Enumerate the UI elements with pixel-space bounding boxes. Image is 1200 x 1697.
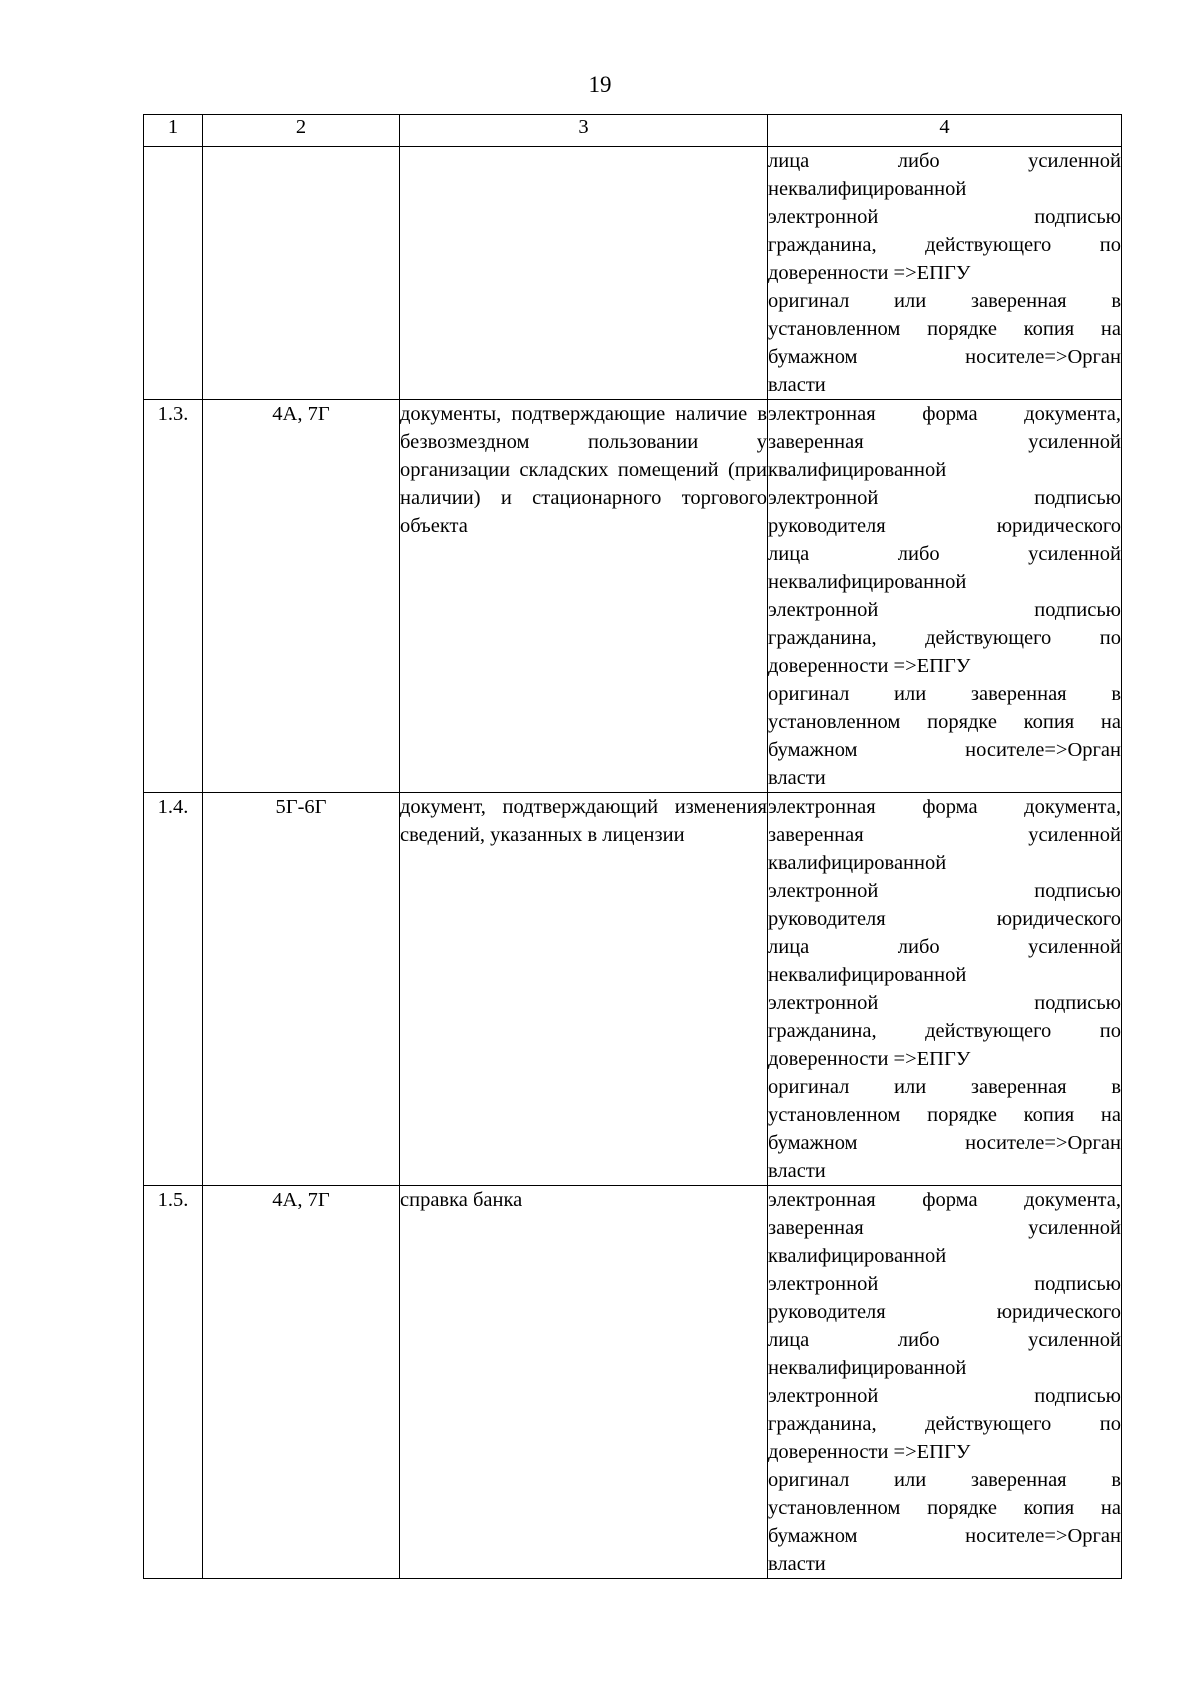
form-text-line: гражданина, действующего по [768,1020,1121,1042]
form-text-line: бумажном носителе=>Орган [768,739,1121,761]
form-text-line: неквалифицированной [768,1357,967,1379]
form-text-line: доверенности =>ЕПГУ [768,1048,971,1070]
form-text-line: оригинал или заверенная в [768,1469,1121,1491]
row-number-cell: 1.3. [144,400,203,793]
form-text-line: власти [768,767,826,789]
form-text-line: бумажном носителе=>Орган [768,346,1121,368]
row-number-cell: 1.5. [144,1186,203,1579]
form-text-line: лица либо усиленной [768,1329,1121,1351]
form-text-line: оригинал или заверенная в [768,1076,1121,1098]
documents-table [143,114,1122,1579]
table-row [144,400,1122,793]
row-description-text: документ, подтверждающий изменения сведений, указанных в лицензии [400,796,767,846]
page-number: 19 [588,72,612,97]
header-cell-1: 1 [144,115,203,147]
form-text-line: установленном порядке копия на [768,318,1121,340]
row-form-cell [768,1186,1122,1579]
form-text-line: заверенная усиленной [768,1217,1121,1239]
row-description-text: документы, подтверждающие наличие в безвозмездном пользовании у организации складских помещений (при наличии) и стационарного торгового объекта [400,403,767,537]
form-text-line: неквалифицированной [768,178,967,200]
row-form-cell [768,147,1122,400]
row-description-cell [400,400,768,793]
table-row [144,1186,1122,1579]
form-text-line: власти [768,374,826,396]
form-text-line: заверенная усиленной [768,431,1121,453]
form-text-line: власти [768,1553,826,1575]
form-text-line: электронной подписью [768,206,1121,228]
form-text-line: руководителя юридического [768,908,1121,930]
form-text-line: бумажном носителе=>Орган [768,1132,1121,1154]
form-text-line: власти [768,1160,826,1182]
row-description-cell [400,793,768,1186]
table-row [144,793,1122,1186]
form-text-line: лица либо усиленной [768,936,1121,958]
form-text-line: квалифицированной [768,459,947,481]
header-cell-4: 4 [768,115,1122,147]
table-row [144,147,1122,400]
form-text-line: бумажном носителе=>Орган [768,1525,1121,1547]
form-text-line: электронная форма документа, [768,796,1121,818]
form-text-line: электронная форма документа, [768,403,1121,425]
row-form-cell [768,793,1122,1186]
row-number-cell [144,147,203,400]
row-form-cell [768,400,1122,793]
form-text-line: лица либо усиленной [768,150,1121,172]
form-text-line: электронной подписью [768,1273,1121,1295]
form-text-line: доверенности =>ЕПГУ [768,655,971,677]
form-text-line: электронной подписью [768,992,1121,1014]
form-text-line: установленном порядке копия на [768,1104,1121,1126]
row-code-cell: 5Г-6Г [203,793,400,1186]
form-text-line: установленном порядке копия на [768,711,1121,733]
header-cell-2: 2 [203,115,400,147]
form-text-line: заверенная усиленной [768,824,1121,846]
row-description-cell [400,1186,768,1579]
form-text-line: руководителя юридического [768,1301,1121,1323]
row-code-cell: 4А, 7Г [203,1186,400,1579]
row-number-cell: 1.4. [144,793,203,1186]
form-text-line: гражданина, действующего по [768,234,1121,256]
row-description-text: справка банка [400,1189,523,1211]
form-text-line: электронной подписью [768,1385,1121,1407]
form-text-line: электронной подписью [768,487,1121,509]
form-text-line: квалифицированной [768,1245,947,1267]
form-text-line: гражданина, действующего по [768,1413,1121,1435]
row-code-cell [203,147,400,400]
form-text-line: оригинал или заверенная в [768,683,1121,705]
table-header-row [144,115,1122,147]
form-text-line: неквалифицированной [768,964,967,986]
form-text-line: электронной подписью [768,599,1121,621]
form-text-line: руководителя юридического [768,515,1121,537]
form-text-line: доверенности =>ЕПГУ [768,1441,971,1463]
header-cell-3: 3 [400,115,768,147]
form-text-line: квалифицированной [768,852,947,874]
row-code-cell: 4А, 7Г [203,400,400,793]
form-text-line: оригинал или заверенная в [768,290,1121,312]
form-text-line: гражданина, действующего по [768,627,1121,649]
form-text-line: неквалифицированной [768,571,967,593]
row-description-cell [400,147,768,400]
form-text-line: установленном порядке копия на [768,1497,1121,1519]
form-text-line: доверенности =>ЕПГУ [768,262,971,284]
form-text-line: лица либо усиленной [768,543,1121,565]
form-text-line: электронная форма документа, [768,1189,1121,1211]
form-text-line: электронной подписью [768,880,1121,902]
